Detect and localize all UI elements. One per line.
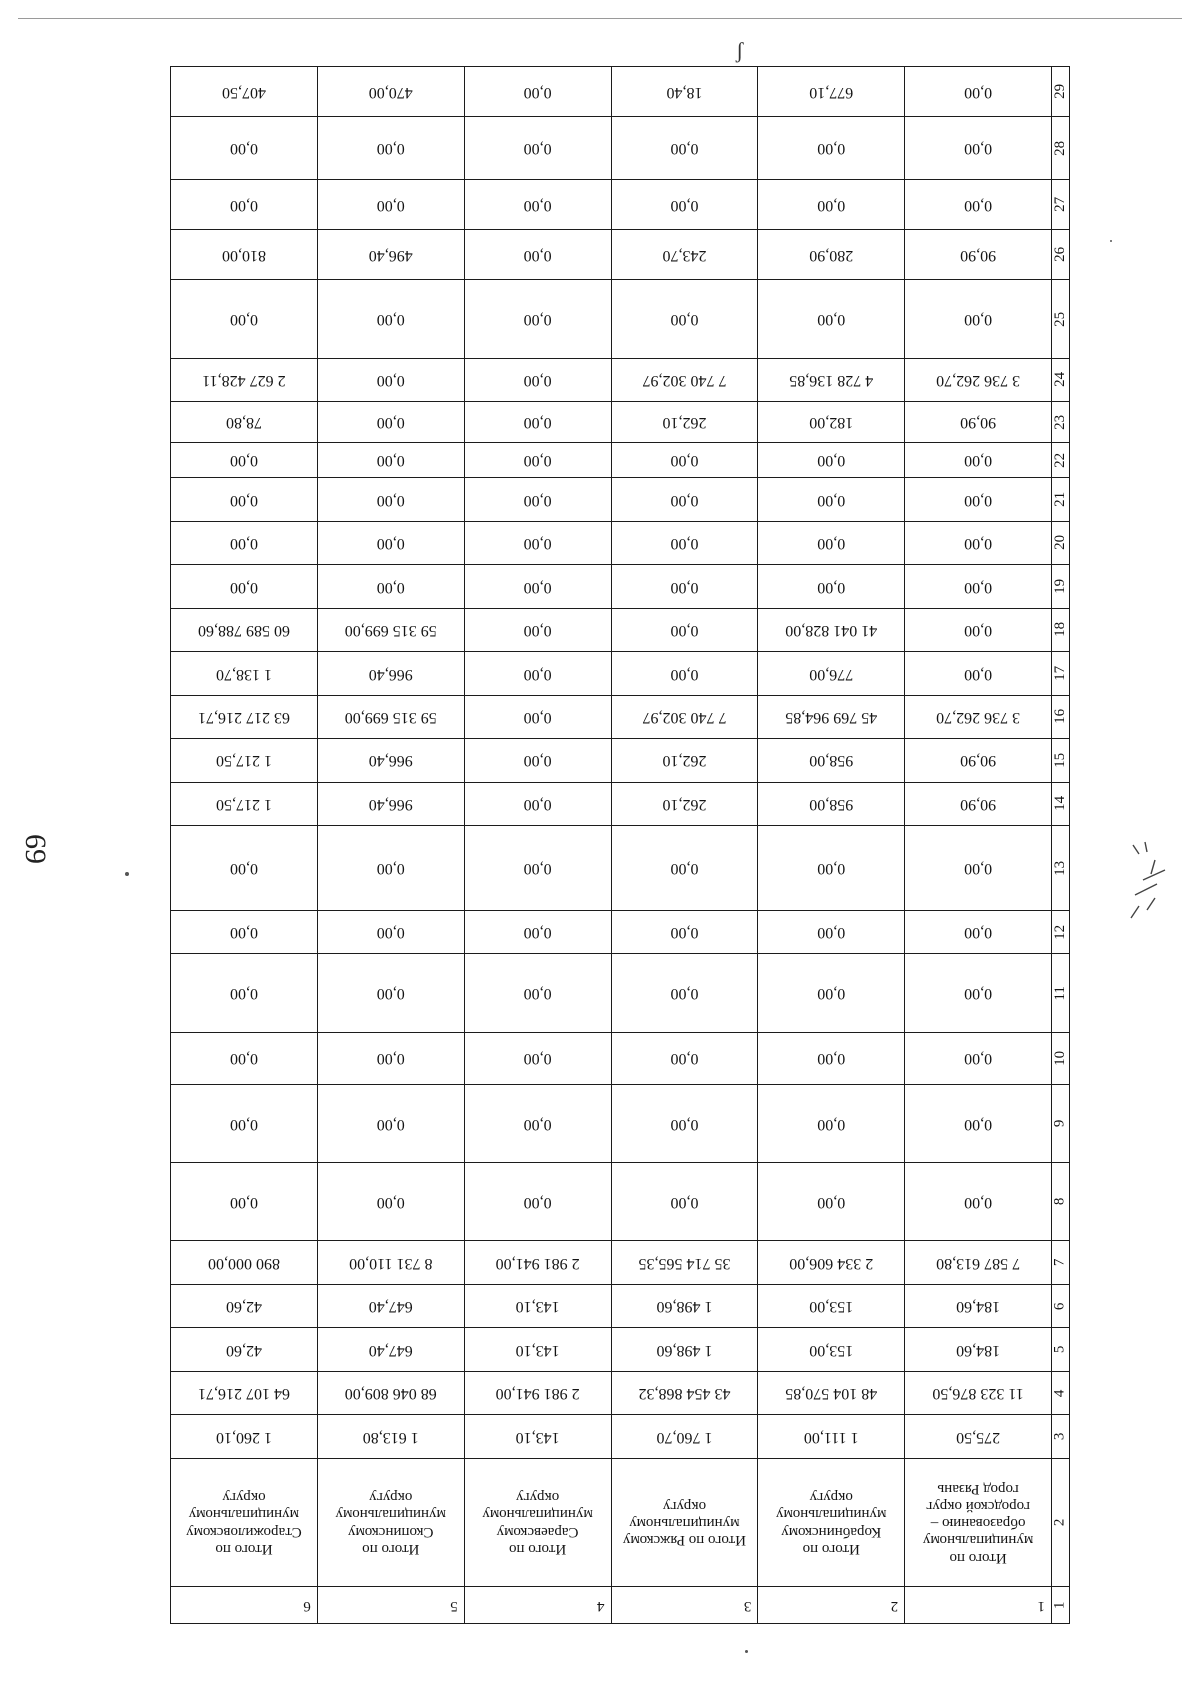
value-cell: 0,00 [611, 954, 758, 1032]
value-cell: 0,00 [171, 910, 318, 953]
value-cell: 182,00 [758, 402, 905, 443]
table-row [171, 117, 1070, 180]
row-number-label: 1 [1051, 1601, 1068, 1609]
row-number [1052, 1587, 1070, 1624]
value-cell: 0,00 [905, 565, 1052, 608]
row-number [1052, 652, 1070, 695]
district-name-line: округу [369, 1489, 413, 1506]
value-cell: 4 728 136,85 [758, 358, 905, 401]
value-cell: 0,00 [464, 954, 611, 1032]
row-number-label: 5 [1051, 1345, 1068, 1354]
value-cell: 0,00 [905, 826, 1052, 911]
value-cell: 0,00 [758, 910, 905, 953]
value-cell: 0,00 [317, 1032, 464, 1084]
row-number [1052, 67, 1070, 117]
value-cell: 184,60 [905, 1284, 1052, 1327]
value-cell: 0,00 [171, 826, 318, 911]
value-cell: 0,00 [905, 180, 1052, 230]
district-name-line: муниципальному [629, 1515, 740, 1532]
value-cell: 0,00 [171, 954, 318, 1032]
table-row [171, 521, 1070, 564]
district-name-line: Итого по [508, 1540, 567, 1557]
value-cell: 0,00 [317, 443, 464, 478]
value-cell: 11 323 876,50 [905, 1371, 1052, 1414]
row-number-label: 12 [1051, 924, 1068, 940]
district-name-line: муниципальному [776, 1506, 887, 1523]
value-cell: 0,00 [905, 280, 1052, 358]
value-cell: 0,00 [464, 910, 611, 953]
value-cell: 0,00 [464, 739, 611, 782]
value-cell: 7 740 302,97 [611, 358, 758, 401]
value-cell: 60 589 788,60 [171, 608, 318, 651]
district-name-line: муниципальному [188, 1506, 300, 1523]
value-cell: 7 587 613,80 [905, 1241, 1052, 1284]
value-cell: 0,00 [758, 521, 905, 564]
table-row [171, 739, 1070, 782]
value-cell: 275,50 [905, 1415, 1052, 1458]
value-cell: 0,00 [464, 826, 611, 911]
row-number-label: 11 [1051, 985, 1068, 1001]
district-name-line: образованию – [930, 1515, 1026, 1532]
row-number [1052, 1284, 1070, 1327]
value-cell: 0,00 [758, 1084, 905, 1162]
value-cell: 0,00 [317, 402, 464, 443]
value-cell: 677,10 [758, 67, 905, 117]
table-row [171, 230, 1070, 280]
value-cell: 0,00 [464, 565, 611, 608]
table-row [171, 565, 1070, 608]
row-number-label: 27 [1051, 197, 1068, 213]
row-number-label: 3 [1051, 1432, 1068, 1441]
district-name-cell [611, 1458, 758, 1586]
value-cell: 90,90 [905, 782, 1052, 825]
row-number-label: 7 [1051, 1258, 1068, 1267]
value-cell: 0,00 [464, 652, 611, 695]
value-cell: 90,90 [905, 739, 1052, 782]
row-number [1052, 180, 1070, 230]
value-cell: 958,00 [758, 782, 905, 825]
row-number [1052, 1371, 1070, 1414]
value-cell: 0,00 [171, 1032, 318, 1084]
column-number-cell: 2 [758, 1587, 905, 1624]
value-cell: 18,40 [611, 67, 758, 117]
row-number [1052, 1084, 1070, 1162]
value-cell: 262,10 [611, 782, 758, 825]
value-cell: 153,00 [758, 1284, 905, 1327]
row-number-label: 14 [1051, 796, 1068, 812]
table-row [171, 402, 1070, 443]
value-cell: 153,00 [758, 1328, 905, 1371]
value-cell: 68 046 809,00 [317, 1371, 464, 1414]
row-number [1052, 117, 1070, 180]
value-cell: 0,00 [611, 565, 758, 608]
value-cell: 0,00 [905, 954, 1052, 1032]
value-cell: 0,00 [317, 565, 464, 608]
value-cell: 0,00 [611, 280, 758, 358]
value-cell: 2 627 428,11 [171, 358, 318, 401]
value-cell: 0,00 [758, 1163, 905, 1241]
value-cell: 0,00 [905, 117, 1052, 180]
district-name-line: Итого по [215, 1540, 273, 1557]
value-cell: 8 731 110,00 [317, 1241, 464, 1284]
value-cell: 0,00 [758, 1032, 905, 1084]
row-number [1052, 1458, 1070, 1586]
value-cell: 63 217 216,71 [171, 695, 318, 738]
value-cell: 280,90 [758, 230, 905, 280]
table-row [171, 1371, 1070, 1414]
row-number-label: 13 [1051, 860, 1068, 876]
row-number-label: 25 [1051, 311, 1068, 327]
value-cell: 0,00 [464, 180, 611, 230]
row-number [1052, 1241, 1070, 1284]
district-name-line: Корабнинскому [781, 1523, 882, 1540]
value-cell: 0,00 [317, 826, 464, 911]
district-name-cell [905, 1458, 1052, 1586]
value-cell: 43 454 868,32 [611, 1371, 758, 1414]
table-row [171, 652, 1070, 695]
district-name-line: Итого по [362, 1540, 420, 1557]
value-cell: 0,00 [464, 280, 611, 358]
value-cell: 143,10 [464, 1328, 611, 1371]
value-cell: 0,00 [611, 652, 758, 695]
table-row [171, 180, 1070, 230]
value-cell: 0,00 [171, 478, 318, 521]
value-cell: 0,00 [905, 443, 1052, 478]
value-cell: 184,60 [905, 1328, 1052, 1371]
value-cell: 0,00 [611, 117, 758, 180]
row-number [1052, 954, 1070, 1032]
district-name-line: Итого по [802, 1540, 860, 1557]
value-cell: 0,00 [758, 180, 905, 230]
value-cell: 1 613,80 [317, 1415, 464, 1458]
value-cell: 45 769 964,85 [758, 695, 905, 738]
value-cell: 59 315 699,00 [317, 608, 464, 651]
value-cell: 0,00 [317, 1163, 464, 1241]
value-cell: 90,90 [905, 402, 1052, 443]
value-cell: 0,00 [611, 443, 758, 478]
table-row [171, 1415, 1070, 1458]
value-cell: 0,00 [758, 565, 905, 608]
district-name-line: Итого по [949, 1549, 1007, 1566]
value-cell: 647,40 [317, 1328, 464, 1371]
value-cell: 42,60 [171, 1328, 318, 1371]
value-cell: 0,00 [317, 521, 464, 564]
value-cell: 2 334 606,00 [758, 1241, 905, 1284]
row-number [1052, 910, 1070, 953]
value-cell: 0,00 [317, 117, 464, 180]
value-cell: 0,00 [611, 826, 758, 911]
scan-speck [125, 872, 129, 876]
value-cell: 0,00 [611, 608, 758, 651]
row-number-label: 18 [1051, 622, 1068, 638]
value-cell: 0,00 [464, 521, 611, 564]
value-cell: 0,00 [905, 1084, 1052, 1162]
table-row [171, 695, 1070, 738]
value-cell: 41 041 828,00 [758, 608, 905, 651]
district-name-line: муниципальному [335, 1506, 447, 1523]
value-cell: 3 736 262,70 [905, 358, 1052, 401]
value-cell: 143,10 [464, 1415, 611, 1458]
row-number [1052, 1415, 1070, 1458]
value-cell: 470,00 [317, 67, 464, 117]
value-cell: 0,00 [905, 910, 1052, 953]
value-cell: 0,00 [171, 521, 318, 564]
table-row [171, 910, 1070, 953]
value-cell: 0,00 [464, 402, 611, 443]
value-cell: 0,00 [758, 826, 905, 911]
district-name-line: муниципальному [482, 1506, 593, 1523]
value-cell: 1 260,10 [171, 1415, 318, 1458]
district-name-cell [464, 1458, 611, 1586]
value-cell: 243,70 [611, 230, 758, 280]
row-number-label: 6 [1051, 1302, 1068, 1310]
value-cell: 647,40 [317, 1284, 464, 1327]
district-name-line: округу [662, 1497, 707, 1514]
value-cell: 0,00 [611, 521, 758, 564]
value-cell: 1 217,50 [171, 782, 318, 825]
table-row [171, 826, 1070, 911]
table-row [171, 1032, 1070, 1084]
value-cell: 0,00 [611, 910, 758, 953]
value-cell: 1 111,00 [758, 1415, 905, 1458]
row-number [1052, 782, 1070, 825]
row-number-label: 21 [1051, 491, 1068, 507]
value-cell: 0,00 [171, 1084, 318, 1162]
row-number [1052, 521, 1070, 564]
row-number-label: 20 [1051, 535, 1068, 551]
table-row [171, 1084, 1070, 1162]
row-number-label: 28 [1051, 140, 1068, 156]
scan-speck [1110, 240, 1112, 242]
table-row [171, 358, 1070, 401]
value-cell: 0,00 [464, 117, 611, 180]
table-row [171, 1241, 1070, 1284]
value-cell: 0,00 [317, 180, 464, 230]
district-name-line: округу [222, 1489, 266, 1506]
value-cell: 0,00 [317, 478, 464, 521]
value-cell: 496,40 [317, 230, 464, 280]
row-number-label: 19 [1051, 578, 1068, 594]
row-number-label: 22 [1051, 452, 1068, 468]
value-cell: 0,00 [758, 117, 905, 180]
value-cell: 0,00 [464, 358, 611, 401]
row-number [1052, 826, 1070, 911]
table-row [171, 280, 1070, 358]
district-name-line: Итого по Ряжскому [622, 1532, 747, 1549]
row-number [1052, 739, 1070, 782]
value-cell: 958,00 [758, 739, 905, 782]
value-cell: 2 981 941,00 [464, 1241, 611, 1284]
table-body [171, 67, 1070, 1624]
value-cell: 0,00 [464, 782, 611, 825]
row-number [1052, 478, 1070, 521]
column-number-cell: 3 [611, 1587, 758, 1624]
table-row [171, 1284, 1070, 1327]
table-row [171, 782, 1070, 825]
value-cell: 0,00 [905, 1032, 1052, 1084]
row-number-label: 15 [1051, 752, 1068, 768]
value-cell: 407,50 [171, 67, 318, 117]
row-number [1052, 608, 1070, 651]
table-row [171, 478, 1070, 521]
value-cell: 1 498,60 [611, 1328, 758, 1371]
row-number-label: 24 [1051, 372, 1068, 388]
district-name-line: округу [515, 1489, 560, 1506]
value-cell: 0,00 [171, 117, 318, 180]
row-number-label: 4 [1051, 1389, 1068, 1397]
district-totals-table [170, 66, 1070, 1624]
column-number-cell: 5 [317, 1587, 464, 1624]
column-number-cell: 4 [464, 1587, 611, 1624]
value-cell: 0,00 [905, 67, 1052, 117]
value-cell: 262,10 [611, 402, 758, 443]
scan-speck [745, 1650, 748, 1653]
value-cell: 2 981 941,00 [464, 1371, 611, 1414]
row-number [1052, 1163, 1070, 1241]
value-cell: 7 740 302,97 [611, 695, 758, 738]
row-number [1052, 1328, 1070, 1371]
value-cell: 0,00 [464, 695, 611, 738]
value-cell: 0,00 [758, 954, 905, 1032]
value-cell: 0,00 [464, 67, 611, 117]
table-row [171, 954, 1070, 1032]
value-cell: 35 714 565,35 [611, 1241, 758, 1284]
scan-top-rule [18, 18, 1182, 19]
district-name-cell [758, 1458, 905, 1586]
table-row [171, 1328, 1070, 1371]
value-cell: 1 217,50 [171, 739, 318, 782]
column-number-cell: 6 [171, 1587, 318, 1624]
district-name-line: Старожиловскому [186, 1523, 302, 1540]
value-cell: 3 736 262,70 [905, 695, 1052, 738]
value-cell: 0,00 [464, 608, 611, 651]
row-number [1052, 230, 1070, 280]
row-number-label: 17 [1051, 665, 1068, 681]
row-number-label: 23 [1051, 414, 1068, 430]
value-cell: 0,00 [905, 521, 1052, 564]
ink-squiggle-mark [1125, 840, 1175, 920]
value-cell: 0,00 [317, 910, 464, 953]
district-name-line: Скопинскому [348, 1523, 434, 1540]
value-cell: 143,10 [464, 1284, 611, 1327]
value-cell: 966,40 [317, 782, 464, 825]
value-cell: 64 107 216,71 [171, 1371, 318, 1414]
district-name-line: округу [809, 1489, 853, 1506]
value-cell: 0,00 [464, 230, 611, 280]
value-cell: 776,00 [758, 652, 905, 695]
value-cell: 0,00 [611, 1032, 758, 1084]
value-cell: 0,00 [758, 280, 905, 358]
value-cell: 0,00 [317, 1084, 464, 1162]
value-cell: 262,10 [611, 739, 758, 782]
table-row [171, 443, 1070, 478]
row-number-label: 16 [1051, 709, 1068, 725]
value-cell: 0,00 [464, 1084, 611, 1162]
value-cell: 0,00 [905, 608, 1052, 651]
value-cell: 1 498,60 [611, 1284, 758, 1327]
value-cell: 0,00 [611, 180, 758, 230]
table-row [171, 1458, 1070, 1586]
row-number [1052, 1032, 1070, 1084]
handwritten-mark: ʃ [736, 38, 744, 63]
value-cell: 1 138,70 [171, 652, 318, 695]
value-cell: 0,00 [464, 1032, 611, 1084]
table-row [171, 608, 1070, 651]
row-number [1052, 565, 1070, 608]
table-row [171, 1163, 1070, 1241]
district-name-line: Сараевскому [496, 1523, 579, 1540]
value-cell: 59 315 699,00 [317, 695, 464, 738]
row-number-label: 9 [1051, 1119, 1068, 1128]
value-cell: 966,40 [317, 739, 464, 782]
row-number-label: 10 [1051, 1050, 1068, 1066]
row-number-label: 8 [1051, 1197, 1068, 1206]
value-cell: 0,00 [171, 565, 318, 608]
value-cell: 0,00 [611, 1084, 758, 1162]
value-cell: 0,00 [611, 1163, 758, 1241]
value-cell: 0,00 [171, 180, 318, 230]
value-cell: 0,00 [317, 280, 464, 358]
value-cell: 42,60 [171, 1284, 318, 1327]
row-number-label: 26 [1051, 247, 1068, 263]
value-cell: 48 104 570,85 [758, 1371, 905, 1414]
column-number-cell: 1 [905, 1587, 1052, 1624]
table-row [171, 67, 1070, 117]
value-cell: 0,00 [611, 478, 758, 521]
value-cell: 0,00 [317, 358, 464, 401]
value-cell: 78,80 [171, 402, 318, 443]
row-number-label: 29 [1051, 84, 1068, 100]
value-cell: 0,00 [317, 954, 464, 1032]
row-number [1052, 443, 1070, 478]
value-cell: 0,00 [905, 1163, 1052, 1241]
value-cell: 810,00 [171, 230, 318, 280]
value-cell: 966,40 [317, 652, 464, 695]
row-number-label: 2 [1051, 1518, 1068, 1527]
value-cell: 0,00 [758, 478, 905, 521]
district-name-line: городской округ [926, 1497, 1030, 1514]
row-number [1052, 280, 1070, 358]
value-cell: 0,00 [464, 1163, 611, 1241]
value-cell: 0,00 [905, 652, 1052, 695]
value-cell: 0,00 [758, 443, 905, 478]
value-cell: 1 760,70 [611, 1415, 758, 1458]
rotated-table-container [170, 66, 1070, 1624]
row-number [1052, 695, 1070, 738]
district-name-cell [171, 1458, 318, 1586]
row-number [1052, 358, 1070, 401]
value-cell: 0,00 [171, 443, 318, 478]
value-cell: 0,00 [464, 443, 611, 478]
district-name-cell [317, 1458, 464, 1586]
table-row [171, 1587, 1070, 1624]
value-cell: 890 000,00 [171, 1241, 318, 1284]
value-cell: 90,90 [905, 230, 1052, 280]
page-number: 69 [19, 834, 52, 864]
value-cell: 0,00 [905, 478, 1052, 521]
row-number [1052, 402, 1070, 443]
value-cell: 0,00 [171, 1163, 318, 1241]
value-cell: 0,00 [171, 280, 318, 358]
value-cell: 0,00 [464, 478, 611, 521]
district-name-line: город Рязань [937, 1480, 1019, 1497]
district-name-line: муниципальному [922, 1532, 1034, 1549]
